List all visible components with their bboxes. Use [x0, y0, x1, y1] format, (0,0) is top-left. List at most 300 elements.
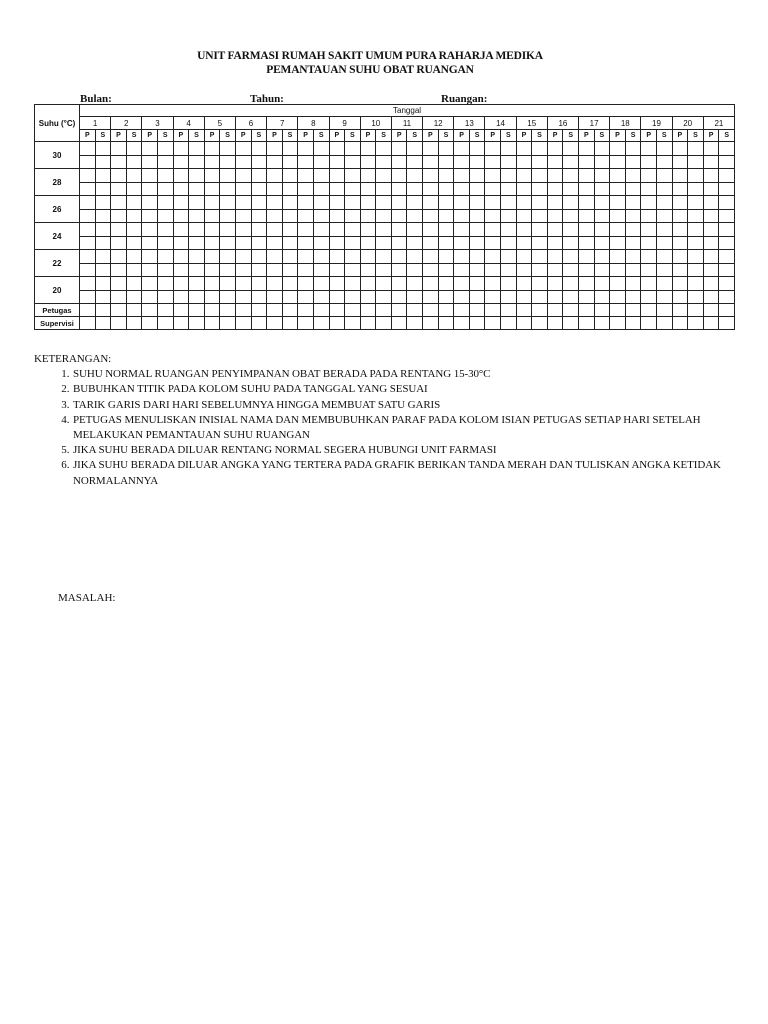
grid-cell	[173, 142, 189, 156]
grid-cell	[80, 155, 96, 169]
grid-cell	[251, 169, 267, 183]
grid-cell	[173, 263, 189, 277]
grid-cell	[563, 209, 579, 223]
signature-cell	[625, 304, 641, 317]
shift-s-label: S	[469, 130, 485, 142]
grid-cell	[173, 236, 189, 250]
grid-cell	[235, 142, 251, 156]
signature-cell	[516, 317, 532, 330]
temperature-label: 24	[35, 223, 80, 250]
grid-cell	[469, 263, 485, 277]
day-number: 15	[516, 117, 547, 130]
grid-cell	[391, 277, 407, 291]
grid-cell	[282, 155, 298, 169]
grid-cell	[469, 290, 485, 304]
grid-cell	[142, 277, 158, 291]
signature-cell	[579, 317, 595, 330]
grid-cell	[703, 169, 719, 183]
grid-cell	[391, 182, 407, 196]
grid-cell	[532, 263, 548, 277]
grid-cell	[111, 250, 127, 264]
masalah-label: MASALAH:	[58, 592, 116, 604]
signature-cell	[95, 304, 111, 317]
grid-cell	[80, 263, 96, 277]
grid-cell	[547, 155, 563, 169]
grid-cell	[204, 196, 220, 210]
signature-cell	[267, 317, 283, 330]
grid-cell	[485, 223, 501, 237]
grid-cell	[157, 236, 173, 250]
grid-cell	[469, 209, 485, 223]
grid-cell	[329, 196, 345, 210]
grid-cell	[376, 182, 392, 196]
grid-cell	[579, 142, 595, 156]
grid-cell	[719, 155, 735, 169]
grid-cell	[423, 223, 439, 237]
grid-cell	[579, 155, 595, 169]
day-number: 10	[360, 117, 391, 130]
shift-s-label: S	[345, 130, 361, 142]
grid-cell	[345, 169, 361, 183]
grid-cell	[532, 142, 548, 156]
grid-cell	[688, 290, 704, 304]
grid-cell	[345, 236, 361, 250]
grid-cell	[189, 142, 205, 156]
grid-cell	[267, 155, 283, 169]
grid-cell	[703, 223, 719, 237]
grid-cell	[719, 263, 735, 277]
grid-cell	[329, 223, 345, 237]
grid-cell	[688, 155, 704, 169]
grid-cell	[610, 209, 626, 223]
grid-cell	[220, 169, 236, 183]
grid-cell	[656, 223, 672, 237]
grid-cell	[594, 155, 610, 169]
grid-cell	[563, 236, 579, 250]
grid-cell	[719, 277, 735, 291]
grid-cell	[126, 196, 142, 210]
signature-cell	[423, 304, 439, 317]
signature-cell	[313, 317, 329, 330]
grid-cell	[454, 169, 470, 183]
grid-cell	[251, 196, 267, 210]
supervisi-label: Supervisi	[35, 317, 80, 330]
grid-cell	[407, 250, 423, 264]
grid-cell	[672, 196, 688, 210]
signature-cell	[703, 317, 719, 330]
grid-cell	[282, 223, 298, 237]
grid-cell	[298, 236, 314, 250]
grid-cell	[407, 263, 423, 277]
grid-cell	[313, 236, 329, 250]
signature-cell	[142, 317, 158, 330]
grid-cell	[594, 169, 610, 183]
grid-cell	[376, 169, 392, 183]
signature-cell	[547, 317, 563, 330]
grid-cell	[656, 290, 672, 304]
grid-cell	[501, 169, 517, 183]
grid-cell	[111, 209, 127, 223]
grid-cell	[391, 290, 407, 304]
grid-cell	[111, 182, 127, 196]
grid-cell	[625, 155, 641, 169]
grid-cell	[391, 142, 407, 156]
grid-cell	[95, 263, 111, 277]
grid-cell	[469, 236, 485, 250]
grid-cell	[579, 196, 595, 210]
shift-s-label: S	[126, 130, 142, 142]
grid-cell	[516, 250, 532, 264]
signature-cell	[719, 317, 735, 330]
grid-cell	[438, 250, 454, 264]
grid-cell	[703, 236, 719, 250]
grid-cell	[438, 169, 454, 183]
signature-cell	[625, 317, 641, 330]
shift-p-label: P	[516, 130, 532, 142]
grid-cell	[173, 196, 189, 210]
grid-cell	[407, 209, 423, 223]
shift-s-label: S	[563, 130, 579, 142]
grid-cell	[157, 277, 173, 291]
grid-cell	[360, 223, 376, 237]
grid-cell	[391, 263, 407, 277]
grid-cell	[407, 169, 423, 183]
day-number: 20	[672, 117, 703, 130]
grid-cell	[157, 142, 173, 156]
shift-p-label: P	[173, 130, 189, 142]
grid-cell	[80, 169, 96, 183]
grid-cell	[391, 209, 407, 223]
shift-s-label: S	[719, 130, 735, 142]
grid-cell	[157, 263, 173, 277]
grid-cell	[282, 263, 298, 277]
grid-cell	[438, 290, 454, 304]
grid-cell	[656, 236, 672, 250]
grid-cell	[407, 277, 423, 291]
grid-cell	[625, 250, 641, 264]
shift-s-label: S	[594, 130, 610, 142]
grid-cell	[469, 223, 485, 237]
notes-heading: KETERANGAN:	[34, 353, 112, 365]
grid-cell	[329, 142, 345, 156]
signature-cell	[454, 304, 470, 317]
grid-cell	[157, 290, 173, 304]
grid-cell	[688, 209, 704, 223]
grid-cell	[532, 155, 548, 169]
shift-s-label: S	[189, 130, 205, 142]
grid-cell	[220, 236, 236, 250]
grid-cell	[220, 209, 236, 223]
grid-cell	[313, 182, 329, 196]
signature-cell	[672, 317, 688, 330]
grid-cell	[220, 196, 236, 210]
grid-cell	[376, 196, 392, 210]
grid-cell	[454, 223, 470, 237]
grid-cell	[579, 236, 595, 250]
grid-cell	[360, 142, 376, 156]
shift-p-label: P	[579, 130, 595, 142]
grid-cell	[251, 155, 267, 169]
grid-cell	[235, 277, 251, 291]
grid-cell	[719, 250, 735, 264]
day-number: 9	[329, 117, 360, 130]
grid-cell	[547, 250, 563, 264]
shift-s-label: S	[438, 130, 454, 142]
grid-cell	[641, 196, 657, 210]
grid-cell	[610, 236, 626, 250]
grid-cell	[641, 182, 657, 196]
grid-cell	[532, 290, 548, 304]
grid-cell	[438, 263, 454, 277]
grid-cell	[329, 236, 345, 250]
grid-cell	[423, 155, 439, 169]
temperature-label: 22	[35, 250, 80, 277]
grid-cell	[267, 142, 283, 156]
signature-cell	[220, 304, 236, 317]
grid-cell	[594, 290, 610, 304]
grid-cell	[376, 142, 392, 156]
grid-cell	[267, 209, 283, 223]
grid-cell	[251, 223, 267, 237]
grid-cell	[95, 142, 111, 156]
grid-cell	[423, 196, 439, 210]
shift-s-label: S	[625, 130, 641, 142]
grid-cell	[547, 209, 563, 223]
grid-cell	[282, 182, 298, 196]
signature-cell	[501, 304, 517, 317]
grid-cell	[579, 209, 595, 223]
grid-cell	[703, 155, 719, 169]
note-item: 3. TARIK GARIS DARI HARI SEBELUMNYA HINGGA MEMBUAT SATU GARIS	[72, 398, 734, 413]
grid-cell	[313, 250, 329, 264]
shift-p-label: P	[391, 130, 407, 142]
grid-cell	[126, 277, 142, 291]
grid-cell	[329, 290, 345, 304]
grid-cell	[220, 155, 236, 169]
grid-cell	[313, 142, 329, 156]
grid-cell	[438, 277, 454, 291]
grid-cell	[594, 263, 610, 277]
grid-cell	[703, 277, 719, 291]
signature-cell	[235, 304, 251, 317]
day-number: 11	[391, 117, 422, 130]
grid-cell	[282, 236, 298, 250]
signature-cell	[610, 304, 626, 317]
grid-cell	[547, 263, 563, 277]
bulan-label: Bulan:	[80, 93, 112, 105]
grid-cell	[656, 263, 672, 277]
grid-cell	[688, 142, 704, 156]
grid-cell	[111, 155, 127, 169]
grid-cell	[423, 209, 439, 223]
signature-cell	[329, 317, 345, 330]
signature-cell	[298, 304, 314, 317]
grid-cell	[267, 236, 283, 250]
signature-cell	[345, 317, 361, 330]
grid-cell	[126, 142, 142, 156]
day-number: 18	[610, 117, 641, 130]
grid-cell	[95, 290, 111, 304]
grid-cell	[423, 263, 439, 277]
grid-cell	[672, 169, 688, 183]
grid-cell	[423, 169, 439, 183]
grid-cell	[641, 263, 657, 277]
grid-cell	[656, 277, 672, 291]
grid-cell	[423, 182, 439, 196]
grid-cell	[267, 263, 283, 277]
grid-cell	[189, 290, 205, 304]
grid-cell	[532, 277, 548, 291]
grid-cell	[719, 196, 735, 210]
shift-p-label: P	[329, 130, 345, 142]
grid-cell	[235, 196, 251, 210]
grid-cell	[142, 209, 158, 223]
signature-cell	[95, 317, 111, 330]
signature-cell	[501, 317, 517, 330]
grid-cell	[563, 182, 579, 196]
grid-cell	[360, 277, 376, 291]
grid-cell	[469, 250, 485, 264]
signature-cell	[516, 304, 532, 317]
grid-cell	[672, 209, 688, 223]
signature-cell	[719, 304, 735, 317]
grid-cell	[267, 196, 283, 210]
signature-cell	[282, 304, 298, 317]
signature-cell	[641, 317, 657, 330]
grid-cell	[95, 155, 111, 169]
signature-cell	[688, 304, 704, 317]
grid-cell	[719, 290, 735, 304]
grid-cell	[220, 142, 236, 156]
grid-cell	[688, 223, 704, 237]
grid-cell	[532, 236, 548, 250]
grid-cell	[95, 250, 111, 264]
grid-cell	[579, 169, 595, 183]
signature-cell	[220, 317, 236, 330]
grid-cell	[656, 142, 672, 156]
grid-cell	[282, 290, 298, 304]
grid-cell	[189, 236, 205, 250]
grid-cell	[267, 169, 283, 183]
grid-cell	[282, 277, 298, 291]
grid-cell	[157, 209, 173, 223]
grid-cell	[610, 263, 626, 277]
signature-cell	[251, 317, 267, 330]
signature-cell	[594, 317, 610, 330]
signature-cell	[80, 317, 96, 330]
grid-cell	[126, 209, 142, 223]
temperature-label: 30	[35, 142, 80, 169]
grid-cell	[703, 196, 719, 210]
grid-cell	[95, 277, 111, 291]
grid-cell	[298, 196, 314, 210]
grid-cell	[563, 290, 579, 304]
grid-cell	[469, 182, 485, 196]
grid-cell	[485, 142, 501, 156]
day-number: 2	[111, 117, 142, 130]
grid-cell	[329, 155, 345, 169]
grid-cell	[594, 209, 610, 223]
grid-cell	[126, 290, 142, 304]
tahun-label: Tahun:	[250, 93, 284, 105]
grid-cell	[454, 277, 470, 291]
grid-cell	[391, 236, 407, 250]
grid-cell	[282, 209, 298, 223]
grid-cell	[95, 182, 111, 196]
grid-cell	[126, 182, 142, 196]
signature-cell	[235, 317, 251, 330]
grid-cell	[313, 169, 329, 183]
grid-cell	[501, 277, 517, 291]
signature-cell	[126, 304, 142, 317]
grid-cell	[407, 142, 423, 156]
day-number: 3	[142, 117, 173, 130]
grid-cell	[142, 250, 158, 264]
signature-cell	[111, 317, 127, 330]
temperature-label: 20	[35, 277, 80, 304]
grid-cell	[360, 209, 376, 223]
grid-cell	[641, 142, 657, 156]
day-number: 7	[267, 117, 298, 130]
grid-cell	[516, 277, 532, 291]
note-item: 4. PETUGAS MENULISKAN INISIAL NAMA DAN MEMBUBUHKAN PARAF PADA KOLOM ISIAN PETUGAS SETIAP HARI SETELAH MELAKUKAN PEMANTAUAN SUHU RUANGAN	[72, 413, 734, 443]
signature-cell	[360, 317, 376, 330]
grid-cell	[95, 169, 111, 183]
signature-cell	[376, 317, 392, 330]
grid-cell	[95, 196, 111, 210]
grid-cell	[173, 223, 189, 237]
grid-cell	[485, 209, 501, 223]
grid-cell	[407, 223, 423, 237]
tanggal-header: Tanggal	[80, 105, 735, 117]
grid-cell	[313, 223, 329, 237]
day-number: 16	[547, 117, 578, 130]
grid-cell	[438, 223, 454, 237]
grid-cell	[189, 277, 205, 291]
grid-cell	[485, 277, 501, 291]
grid-cell	[157, 223, 173, 237]
grid-cell	[423, 236, 439, 250]
grid-cell	[360, 236, 376, 250]
grid-cell	[157, 250, 173, 264]
grid-cell	[173, 155, 189, 169]
grid-cell	[656, 250, 672, 264]
signature-cell	[485, 317, 501, 330]
grid-cell	[438, 236, 454, 250]
grid-cell	[547, 169, 563, 183]
grid-cell	[610, 142, 626, 156]
grid-cell	[220, 263, 236, 277]
grid-cell	[204, 223, 220, 237]
grid-cell	[485, 263, 501, 277]
grid-cell	[625, 209, 641, 223]
grid-cell	[579, 277, 595, 291]
signature-cell	[485, 304, 501, 317]
grid-cell	[376, 209, 392, 223]
signature-cell	[282, 317, 298, 330]
shift-p-label: P	[485, 130, 501, 142]
grid-cell	[547, 277, 563, 291]
grid-cell	[610, 169, 626, 183]
grid-cell	[438, 182, 454, 196]
grid-cell	[267, 250, 283, 264]
grid-cell	[126, 155, 142, 169]
grid-cell	[376, 223, 392, 237]
signature-cell	[688, 317, 704, 330]
grid-cell	[579, 250, 595, 264]
grid-cell	[204, 277, 220, 291]
grid-cell	[454, 250, 470, 264]
